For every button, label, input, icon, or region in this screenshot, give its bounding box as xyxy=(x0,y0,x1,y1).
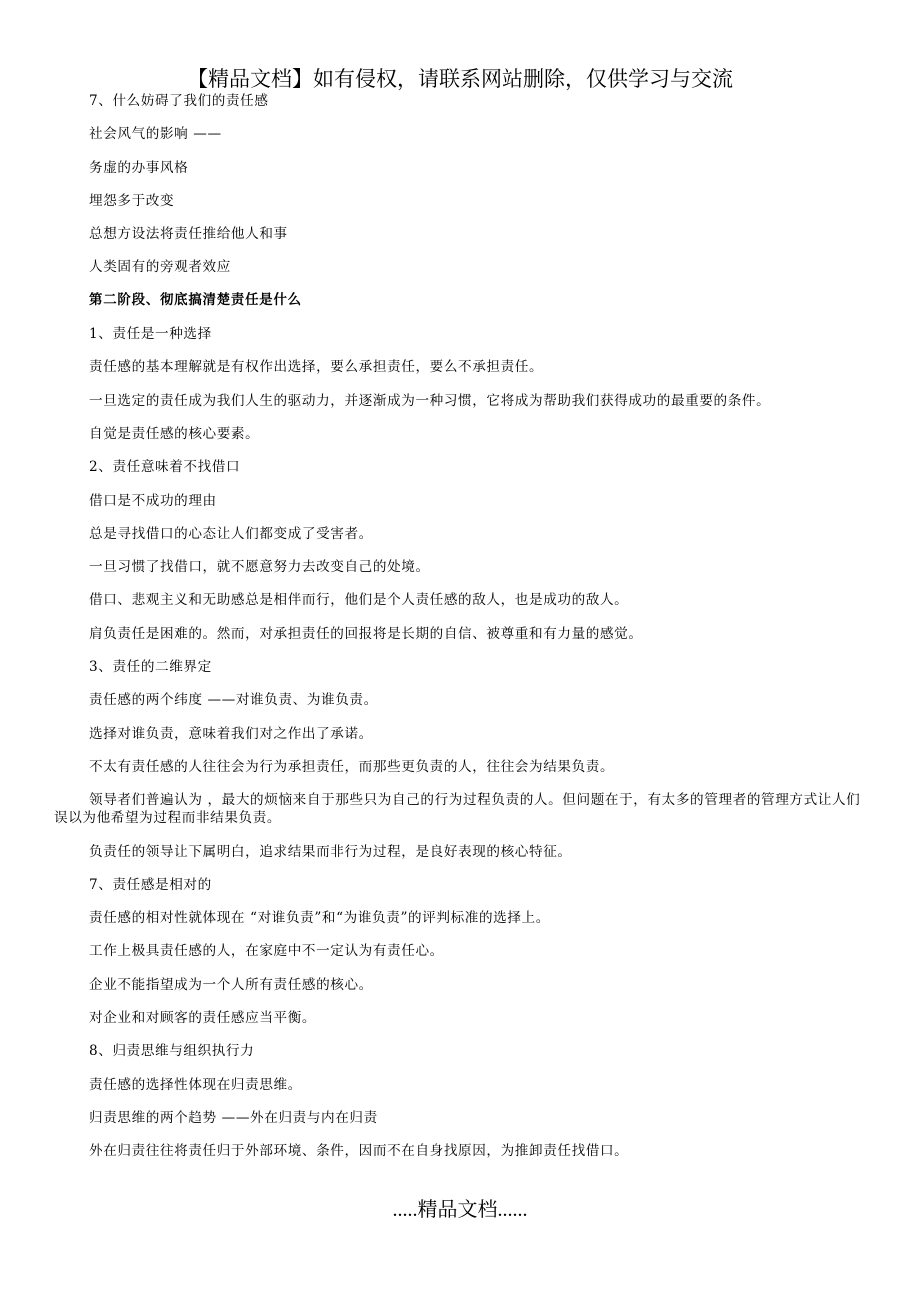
paragraph: 借口、悲观主义和无助感总是相伴而行，他们是个人责任感的敌人，也是成功的敌人。 xyxy=(89,592,629,609)
paragraph: 负责任的领导让下属明白，追求结果而非行为过程，是良好表现的核心特征。 xyxy=(89,843,572,860)
paragraph: 责任感的相对性就体现在 “对谁负责”和“为谁负责”的评判标准的选择上。 xyxy=(89,910,550,927)
paragraph: 领导者们普遍认为 ，最大的烦恼来自于那些只为自己的行为过程负责的人。但问题在于，有太多的管理者的管理方式让人们误以为他希望为过程而非结果负责。 xyxy=(54,792,861,827)
paragraph: 责任感的基本理解就是有权作出选择，要么承担责任，要么不承担责任。 xyxy=(89,359,544,376)
paragraph: 总想方设法将责任推给他人和事 xyxy=(89,226,288,243)
paragraph: 责任感的选择性体现在归责思维。 xyxy=(89,1076,302,1093)
paragraph: 企业不能指望成为一个人所有责任感的核心。 xyxy=(89,976,373,993)
paragraph: 肩负责任是困难的。然而，对承担责任的回报将是长期的自信、被尊重和有力量的感觉。 xyxy=(89,625,643,642)
stage-heading: 第二阶段、彻底搞清楚责任是什么 xyxy=(89,292,302,308)
paragraph: 一旦选定的责任成为我们人生的驱动力，并逐渐成为一种习惯，它将成为帮助我们获得成功的最重要的条件。 xyxy=(89,392,771,409)
paragraph: 归责思维的两个趋势 ——外在归责与内在归责 xyxy=(89,1109,378,1126)
page-header-banner: 【精品文档】如有侵权，请联系网站删除，仅供学习与交流 xyxy=(187,67,733,91)
section-heading: 7、责任感是相对的 xyxy=(89,876,212,893)
paragraph: 社会风气的影响 —— xyxy=(89,126,222,143)
section-heading: 2、责任意味着不找借口 xyxy=(89,459,241,476)
paragraph: 选择对谁负责，意味着我们对之作出了承诺。 xyxy=(89,725,373,742)
page-footer: .....精品文档...... xyxy=(392,1199,528,1221)
paragraph: 借口是不成功的理由 xyxy=(89,492,217,509)
paragraph: 埋怨多于改变 xyxy=(89,192,175,209)
paragraph: 务虚的办事风格 xyxy=(89,159,189,176)
paragraph: 总是寻找借口的心态让人们都变成了受害者。 xyxy=(89,525,373,542)
section-heading: 1、责任是一种选择 xyxy=(89,326,212,343)
paragraph: 责任感的两个纬度 ——对谁负责、为谁负责。 xyxy=(89,692,378,709)
section-heading: 7、什么妨碍了我们的责任感 xyxy=(89,93,269,109)
section-heading: 8、归责思维与组织执行力 xyxy=(89,1043,255,1060)
paragraph: 外在归责往往将责任归于外部环境、条件，因而不在自身找原因，为推卸责任找借口。 xyxy=(89,1143,629,1160)
paragraph: 一旦习惯了找借口，就不愿意努力去改变自己的处境。 xyxy=(89,559,430,576)
paragraph: 对企业和对顾客的责任感应当平衡。 xyxy=(89,1010,317,1027)
section-heading: 3、责任的二维界定 xyxy=(89,659,212,676)
document-body xyxy=(54,92,864,1176)
paragraph: 不太有责任感的人往往会为行为承担责任，而那些更负责的人，往往会为结果负责。 xyxy=(89,758,615,775)
paragraph: 人类固有的旁观者效应 xyxy=(89,259,231,276)
paragraph: 工作上极具责任感的人，在家庭中不一定认为有责任心。 xyxy=(89,943,444,960)
paragraph: 自觉是责任感的核心要素。 xyxy=(89,425,260,442)
